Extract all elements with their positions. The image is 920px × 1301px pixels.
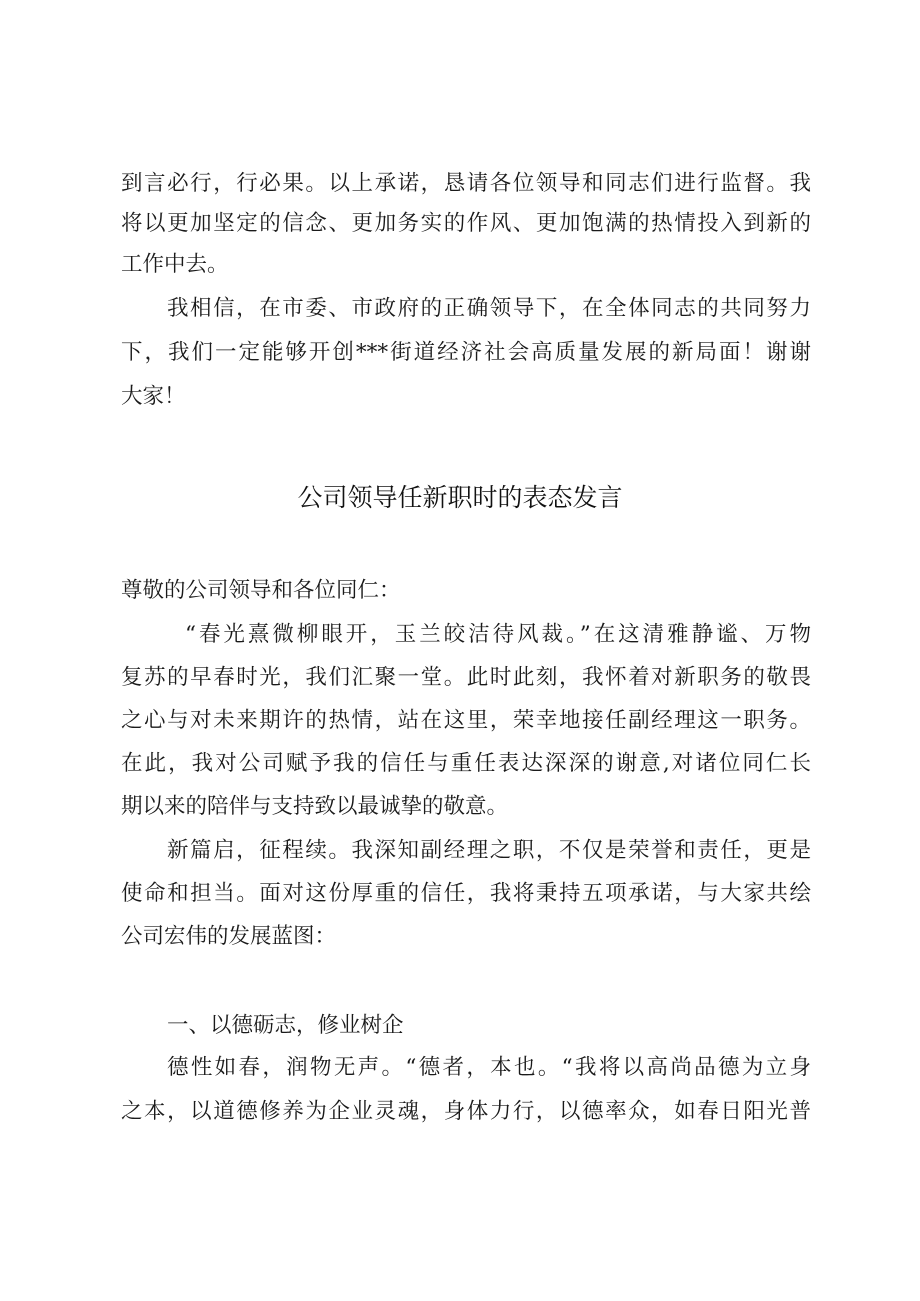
intro-line-1: “春光熹微柳眼开，玉兰皎洁待风裁。”在这清雅静谧、万物 <box>185 622 811 647</box>
speech-title: 公司领导任新职时的表态发言 <box>297 483 623 512</box>
intro-line-2: 复苏的早春时光，我们汇聚一堂。此时此刻，我怀着对新职务的敬畏 <box>121 665 811 690</box>
commitment-line-2: 使命和担当。面对这份厚重的信任，我将秉持五项承诺，与大家共绘 <box>121 881 811 906</box>
section-1-heading: 一、以德砺志，修业树企 <box>167 1013 404 1038</box>
intro-line-3: 之心与对未来期许的热情，站在这里，荣幸地接任副经理这一职务。 <box>121 708 811 733</box>
salutation: 尊敬的公司领导和各位同仁： <box>121 578 401 603</box>
continuation-p2-line-1: 我相信，在市委、市政府的正确领导下，在全体同志的共同努力 <box>167 296 811 321</box>
commitment-line-3: 公司宏伟的发展蓝图： <box>121 924 337 949</box>
commitment-line-1: 新篇启，征程续。我深知副经理之职，不仅是荣誉和责任，更是 <box>167 838 811 863</box>
intro-line-5: 期以来的陪伴与支持致以最诚挚的敬意。 <box>121 794 509 819</box>
continuation-p1-line-1: 到言必行，行必果。以上承诺，恳请各位领导和同志们进行监督。我 <box>121 171 811 196</box>
continuation-p1-line-2: 将以更加坚定的信念、更加务实的作风、更加饱满的热情投入到新的 <box>121 211 811 236</box>
section-1-line-2: 之本，以道德修养为企业灵魂，身体力行，以德率众，如春日阳光普 <box>121 1099 811 1124</box>
continuation-p2-line-3: 大家！ <box>121 384 186 409</box>
continuation-p2-line-2: 下，我们一定能够开创***街道经济社会高质量发展的新局面！谢谢 <box>121 340 811 365</box>
intro-line-4: 在此，我对公司赋予我的信任与重任表达深深的谢意,对诸位同仁长 <box>121 751 811 776</box>
section-1-line-1: 德性如春，润物无声。“德者，本也。“我将以高尚品德为立身 <box>167 1055 811 1080</box>
continuation-p1-line-3: 工作中去。 <box>121 252 229 277</box>
